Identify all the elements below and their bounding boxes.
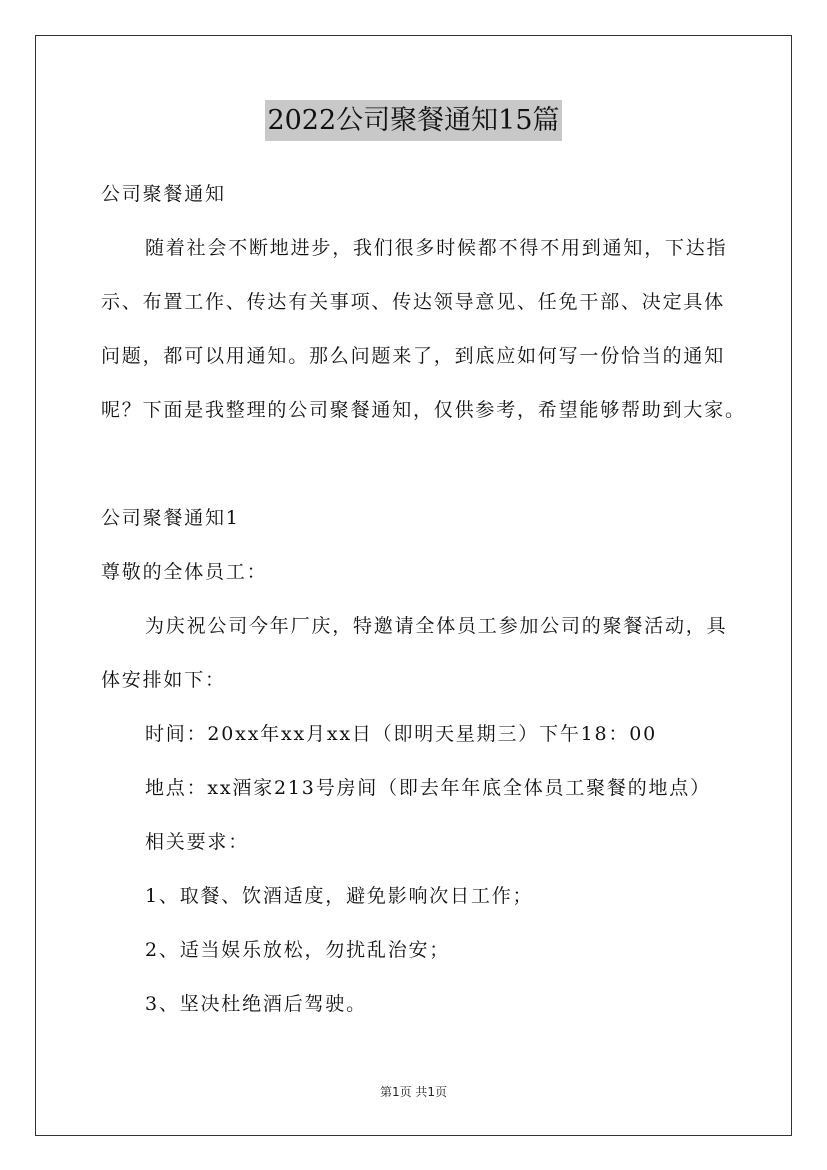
intro-line-2: 示、布置工作、传达有关事项、传达领导意见、任免干部、决定具体	[101, 291, 726, 313]
requirement-1: 1、取餐、饮酒适度，避免影响次日工作；	[145, 885, 534, 907]
intro-line-1: 随着社会不断地进步，我们很多时候都不得不用到通知，下达指	[145, 237, 728, 259]
requirement-3: 3、坚决杜绝酒后驾驶。	[145, 993, 367, 1015]
notice-heading: 公司聚餐通知1	[101, 507, 240, 529]
time-line: 时间：20xx年xx月xx日（即明天星期三）下午18：00	[145, 723, 658, 745]
requirement-2: 2、适当娱乐放松，勿扰乱治安；	[145, 939, 451, 961]
intro-line-3: 问题，都可以用通知。那么问题来了，到底应如何写一份恰当的通知	[101, 345, 726, 367]
salutation: 尊敬的全体员工：	[101, 561, 268, 583]
body-line-1: 为庆祝公司今年厂庆，特邀请全体员工参加公司的聚餐活动，具	[145, 615, 728, 637]
intro-line-4: 呢？下面是我整理的公司聚餐通知，仅供参考，希望能够帮助到大家。	[101, 399, 746, 421]
section-heading: 公司聚餐通知	[101, 183, 226, 205]
requirements-heading: 相关要求：	[145, 831, 250, 853]
document-title: 2022公司聚餐通知15篇	[265, 100, 561, 141]
location-line: 地点：xx酒家213号房间（即去年年底全体员工聚餐的地点）	[145, 777, 711, 799]
body-line-2: 体安排如下：	[101, 669, 226, 691]
page-footer: 第1页 共1页	[379, 1085, 448, 1099]
title-container	[0, 100, 827, 141]
